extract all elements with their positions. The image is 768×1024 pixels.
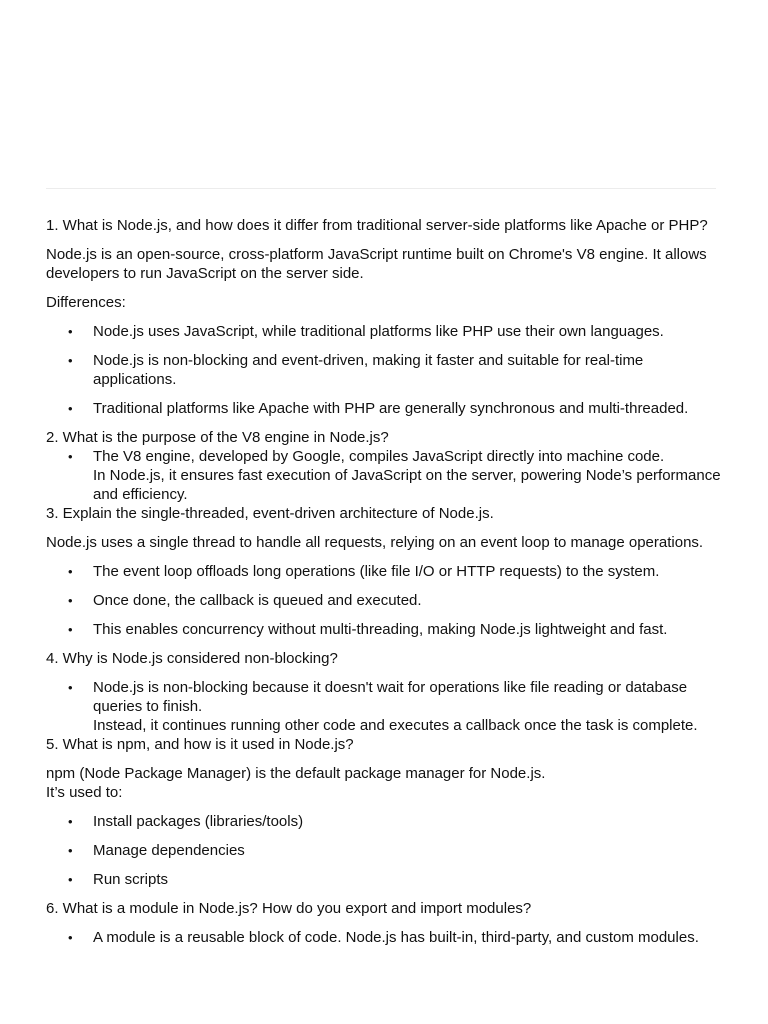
differences-label: Differences: xyxy=(46,294,126,311)
npm-line-1: npm (Node Package Manager) is the default package manager for Node.js. xyxy=(46,765,546,782)
npm-uses-list xyxy=(46,812,726,889)
list-item: • Node.js uses JavaScript, while traditional platforms like PHP use their own languages. xyxy=(46,322,726,341)
answer-3-paragraph: Node.js uses a single thread to handle all requests, relying on an event loop to manage operations. xyxy=(46,534,704,551)
answer-1-paragraph: Node.js is an open-source, cross-platform JavaScript runtime built on Chrome's V8 engine. It allows developers to run JavaScript on the server side. xyxy=(46,246,707,282)
v8-list xyxy=(46,447,726,504)
list-item xyxy=(46,447,726,504)
list-item: • Install packages (libraries/tools) xyxy=(46,812,726,831)
npm-line-2: It’s used to: xyxy=(46,784,123,801)
non-blocking-list xyxy=(46,678,726,735)
list-item: • A module is a reusable block of code. Node.js has built-in, third-party, and custom modules. xyxy=(46,928,726,947)
answer-5-paragraph xyxy=(46,764,726,802)
question-3: 3. Explain the single-threaded, event-driven architecture of Node.js. xyxy=(46,505,494,522)
question-6: 6. What is a module in Node.js? How do you export and import modules? xyxy=(46,900,532,917)
module-list xyxy=(46,928,726,947)
question-1: 1. What is Node.js, and how does it differ from traditional server-side platforms like Apache or PHP? xyxy=(46,217,708,234)
list-item: • Node.js is non-blocking and event-driven, making it faster and suitable for real-time applications. xyxy=(46,351,726,389)
top-divider xyxy=(46,188,716,189)
v8-line-1: • The V8 engine, developed by Google, compiles JavaScript directly into machine code. xyxy=(93,448,665,465)
non-blocking-line-1: • Node.js is non-blocking because it doesn't wait for operations like file reading or database queries to finish. xyxy=(93,679,688,715)
list-item: • The event loop offloads long operations (like file I/O or HTTP requests) to the system. xyxy=(46,562,726,581)
non-blocking-line-2: Instead, it continues running other code and executes a callback once the task is complete. xyxy=(93,717,698,734)
list-item: • This enables concurrency without multi-threading, making Node.js lightweight and fast. xyxy=(46,620,726,639)
event-loop-list xyxy=(46,562,726,639)
question-5: 5. What is npm, and how is it used in Node.js? xyxy=(46,736,354,753)
document-body xyxy=(46,216,726,957)
question-4: 4. Why is Node.js considered non-blocking? xyxy=(46,650,338,667)
list-item: • Manage dependencies xyxy=(46,841,726,860)
question-2: 2. What is the purpose of the V8 engine in Node.js? xyxy=(46,429,389,446)
differences-list xyxy=(46,322,726,418)
list-item xyxy=(46,678,726,735)
v8-line-2: In Node.js, it ensures fast execution of JavaScript on the server, powering Node’s performance and efficiency. xyxy=(93,467,721,503)
list-item: • Traditional platforms like Apache with PHP are generally synchronous and multi-threaded. xyxy=(46,399,726,418)
list-item: • Run scripts xyxy=(46,870,726,889)
list-item: • Once done, the callback is queued and executed. xyxy=(46,591,726,610)
